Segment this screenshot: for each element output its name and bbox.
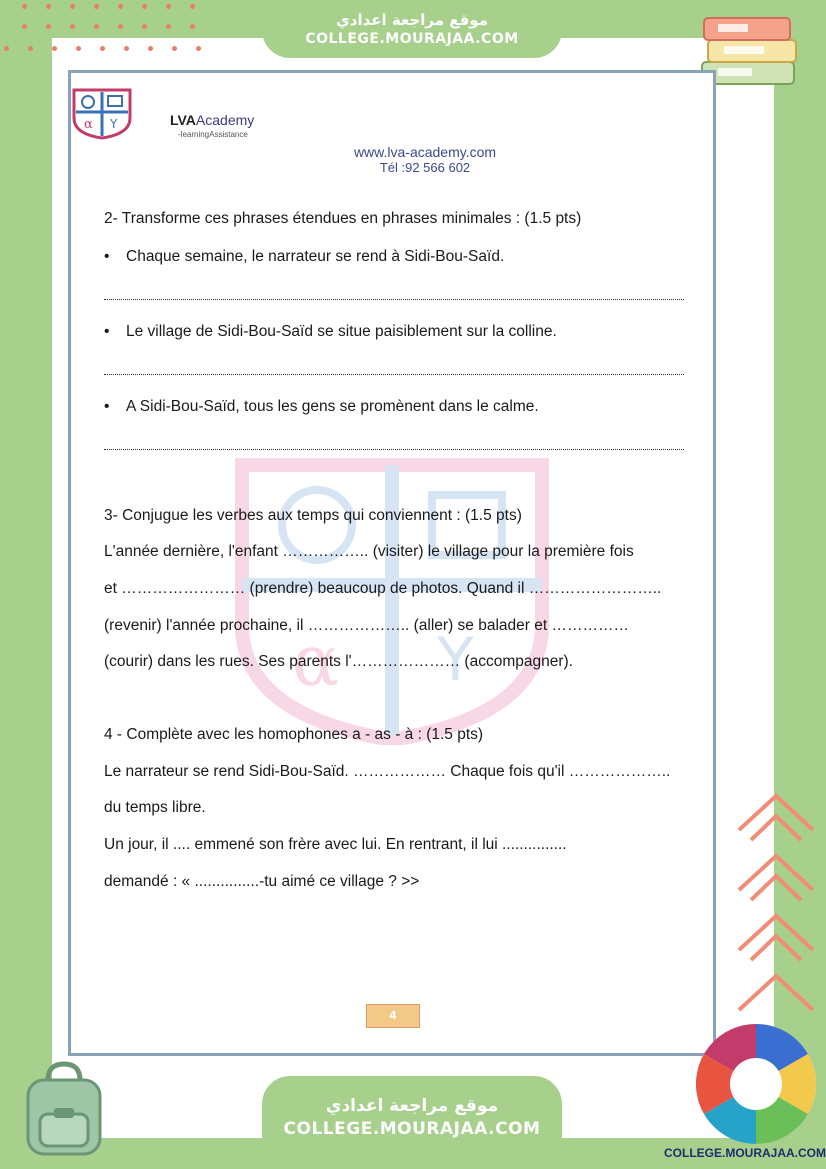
footer-arabic-title: موقع مراجعة اعدادي: [325, 1096, 499, 1116]
backpack-icon: [14, 1058, 114, 1158]
exercise-3-title: 3- Conjugue les verbes aux temps qui conviennent : (1.5 pts): [104, 507, 522, 524]
page-number: 4: [366, 1004, 420, 1028]
exercise-4-line: Un jour, il .... emmené son frère avec lui. En rentrant, il lui ...............: [104, 836, 567, 853]
academy-phone: Tél :92 566 602: [379, 160, 471, 175]
academy-contact: [300, 144, 550, 176]
academy-tagline: -learningAssistance: [178, 130, 248, 139]
footer-site-link[interactable]: COLLEGE.MOURAJAA.COM: [283, 1119, 541, 1139]
answer-line[interactable]: [104, 298, 684, 300]
svg-text:α: α: [292, 620, 340, 702]
svg-text:α: α: [84, 117, 93, 132]
header-arabic-title: موقع مراجعة اعدادي: [336, 11, 488, 29]
subjects-wheel-icon: [694, 1022, 818, 1146]
svg-text:Y: Y: [110, 117, 118, 131]
exercise-4-line: du temps libre.: [104, 799, 206, 816]
academy-website[interactable]: www.lva-academy.com: [353, 144, 497, 160]
exercise-3-line: (courir) dans les rues. Ses parents l'………………… (accompagner).: [104, 653, 573, 670]
header-site-link[interactable]: COLLEGE.MOURAJAA.COM: [305, 31, 519, 47]
exercise-2-item: • Chaque semaine, le narrateur se rend à Sidi-Bou-Saïd.: [104, 248, 505, 265]
footer-banner: [262, 1076, 562, 1146]
header-banner: [262, 4, 562, 58]
answer-line[interactable]: [104, 448, 684, 450]
academy-shield-logo-icon: [72, 88, 132, 140]
exercise-2-title: 2- Transforme ces phrases étendues en phrases minimales : (1.5 pts): [104, 210, 582, 227]
exercise-4-title: 4 - Complète avec les homophones a - as - à : (1.5 pts): [104, 726, 484, 743]
exercise-2-item: • A Sidi-Bou-Saïd, tous les gens se promènent dans le calme.: [104, 398, 539, 415]
academy-name: LVAAcademy: [170, 112, 255, 128]
exercise-3-line: et …………………… (prendre) beaucoup de photos. Quand il ……………………..: [104, 580, 662, 597]
svg-text:Y: Y: [437, 625, 474, 695]
exercise-3-line: L'année dernière, l'enfant …………….. (visiter) le village pour la première fois: [104, 543, 634, 560]
exercise-4-line: demandé : « ...............-tu aimé ce village ? >>: [104, 873, 420, 890]
decorative-dots: [0, 0, 210, 60]
chevron-up-decoration-icon: [735, 790, 817, 1020]
exercise-3-line: (revenir) l'année prochaine, il ……………….. (aller) se balader et ……………: [104, 617, 629, 634]
watermark-logo-icon: [232, 455, 552, 745]
footer-badge-link[interactable]: COLLEGE.MOURAJAA.COM: [664, 1146, 826, 1160]
answer-line[interactable]: [104, 373, 684, 375]
exercise-2-item: • Le village de Sidi-Bou-Saïd se situe paisiblement sur la colline.: [104, 323, 557, 340]
exercise-4-line: Le narrateur se rend Sidi-Bou-Saïd. ……………… Chaque fois qu'il ………………..: [104, 763, 671, 780]
